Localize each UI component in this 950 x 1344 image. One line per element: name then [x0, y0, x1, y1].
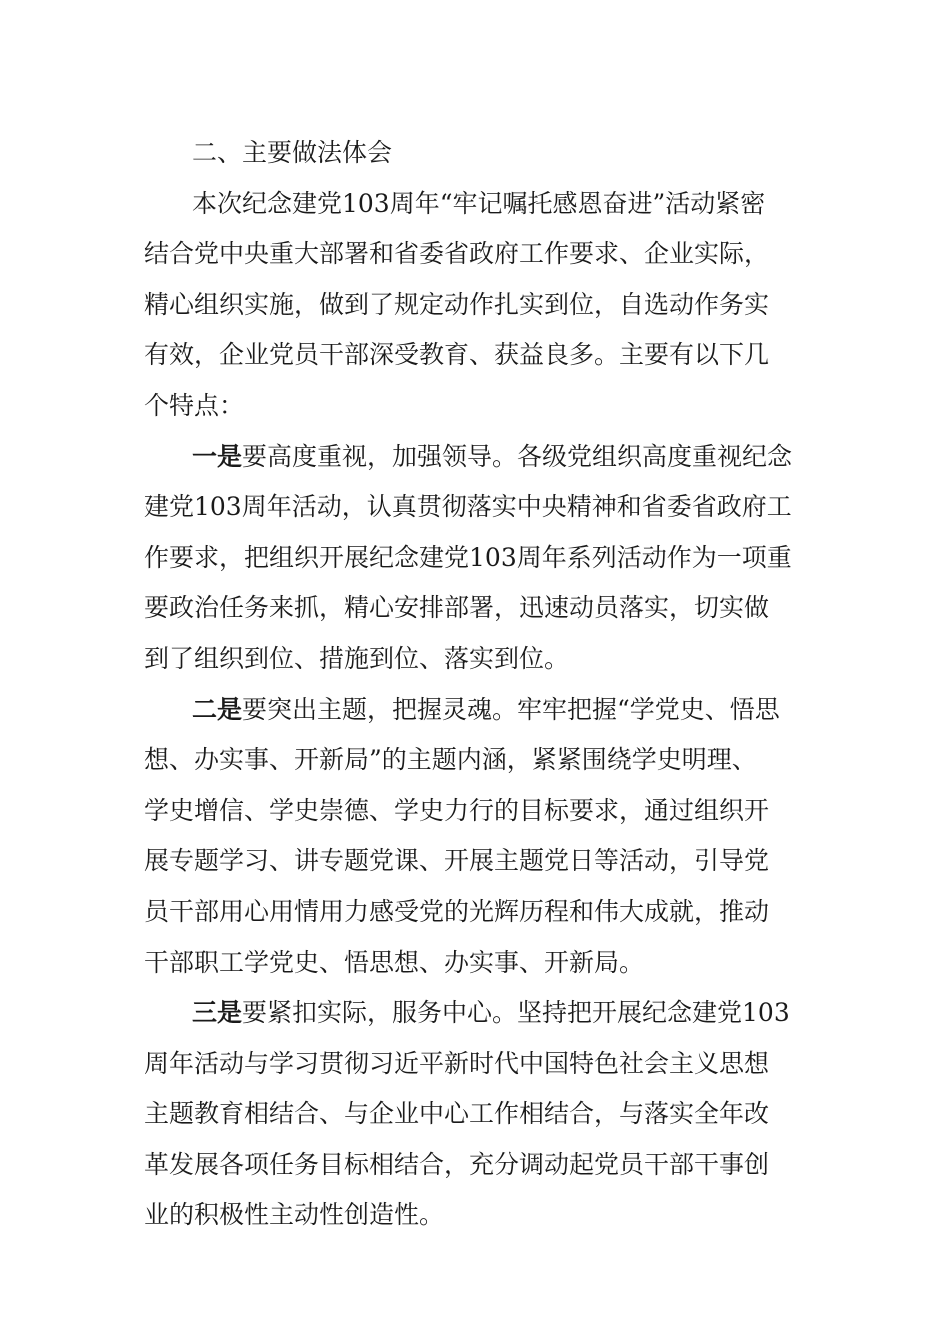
- point-line: 展专题学习、讲专题党课、开展主题党日等活动，引导党: [144, 846, 770, 876]
- point-one-paragraph: [144, 432, 809, 685]
- point-line: 学史增信、学史崇德、学史力行的目标要求，通过组织开: [144, 795, 770, 825]
- intro-line: 精心组织实施，做到了规定动作扎实到位，自选动作务实: [144, 289, 770, 319]
- document-body: [144, 128, 809, 1241]
- intro-line: 有效，企业党员干部深受教育、获益良多。主要有以下几: [144, 340, 770, 370]
- point-line: 革发展各项任务目标相结合，充分调动起党员干部干事创: [144, 1149, 770, 1179]
- point-line: 周年活动与学习贯彻习近平新时代中国特色社会主义思想: [144, 1048, 770, 1078]
- point-line: [144, 432, 809, 483]
- point-keyword: 三是: [192, 998, 243, 1028]
- point-line: 想、办实事、开新局”的主题内涵，紧紧围绕学史明理、: [144, 745, 757, 775]
- intro-line: 本次纪念建党103周年“牢记嘱托感恩奋进”活动紧密: [192, 188, 766, 218]
- point-line: [144, 988, 809, 1039]
- point-keyword: 二是: [192, 694, 243, 724]
- point-line-text: 要紧扣实际，服务中心。坚持把开展纪念建党103: [242, 998, 790, 1028]
- point-line: 干部职工学党史、悟思想、办实事、开新局。: [144, 947, 645, 977]
- point-line: 主题教育相结合、与企业中心工作相结合，与落实全年改: [144, 1099, 770, 1129]
- intro-paragraph: [144, 179, 809, 432]
- point-two-paragraph: [144, 685, 809, 989]
- point-line: 作要求，把组织开展纪念建党103周年系列活动作为一项重: [144, 542, 792, 572]
- point-line: 要政治任务来抓，精心安排部署，迅速动员落实，切实做: [144, 593, 770, 623]
- point-three-paragraph: [144, 988, 809, 1241]
- section-heading: 二、主要做法体会: [192, 138, 393, 167]
- point-line: 到了组织到位、措施到位、落实到位。: [144, 643, 570, 673]
- point-line: 建党103周年活动，认真贯彻落实中央精神和省委省政府工: [144, 492, 792, 522]
- point-line: 员干部用心用情用力感受党的光辉历程和伟大成就，推动: [144, 896, 770, 926]
- point-line: [144, 685, 809, 736]
- point-line-text: 要突出主题，把握灵魂。牢牢把握“学党史、悟思: [242, 694, 780, 724]
- intro-line: 结合党中央重大部署和省委省政府工作要求、企业实际，: [144, 239, 770, 269]
- point-line-text: 要高度重视，加强领导。各级党组织高度重视纪念: [242, 441, 793, 471]
- point-keyword: 一是: [192, 441, 243, 471]
- intro-line: 个特点：: [144, 390, 245, 420]
- point-line: 业的积极性主动性创造性。: [144, 1200, 445, 1230]
